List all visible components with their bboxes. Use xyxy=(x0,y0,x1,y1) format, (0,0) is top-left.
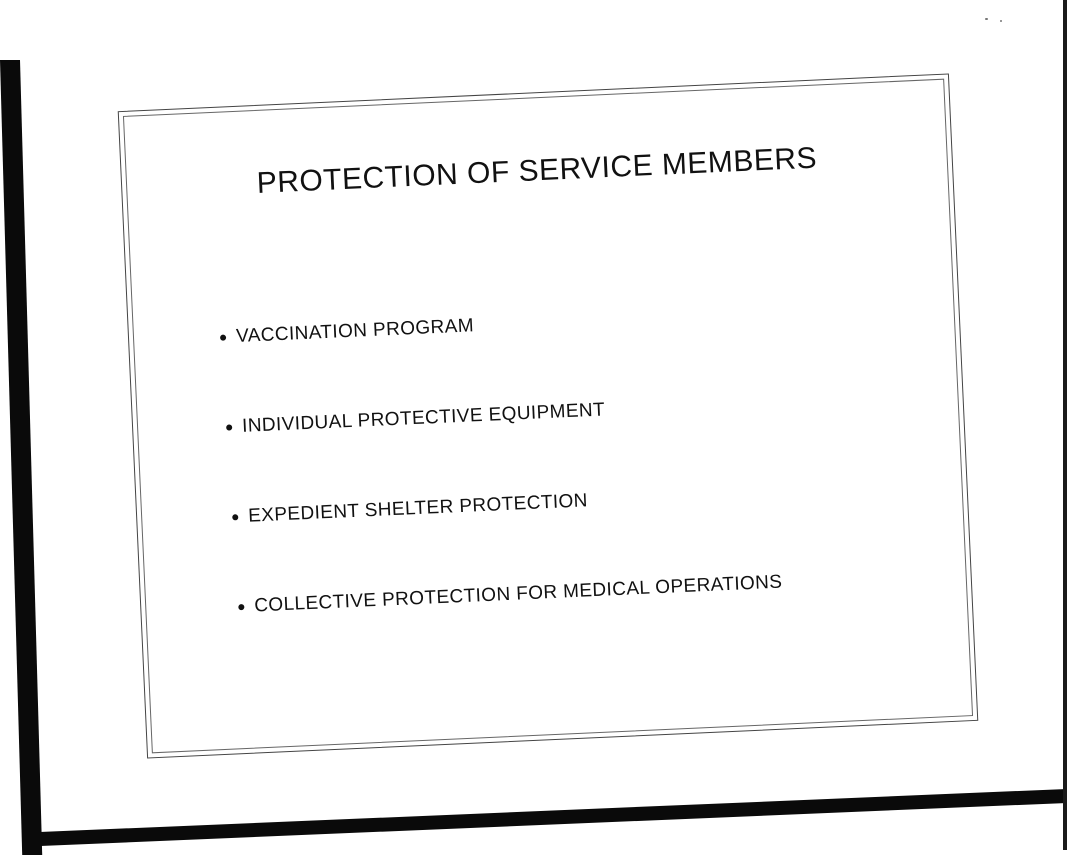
scan-edge-right xyxy=(1063,0,1067,850)
scan-speck xyxy=(985,18,988,20)
bullet-dot-icon xyxy=(220,335,226,341)
scan-edge-bottom xyxy=(40,788,1067,846)
scan-edge-left xyxy=(0,60,42,855)
bullet-text: EXPEDIENT SHELTER PROTECTION xyxy=(247,490,589,527)
bullet-dot-icon xyxy=(232,514,238,520)
slide-title: PROTECTION OF SERVICE MEMBERS xyxy=(256,141,818,200)
bullet-text: COLLECTIVE PROTECTION FOR MEDICAL OPERATIONS xyxy=(253,571,783,617)
bullet-list xyxy=(218,268,784,653)
slide xyxy=(118,73,979,758)
bullet-text: INDIVIDUAL PROTECTIVE EQUIPMENT xyxy=(241,399,606,437)
bullet-text: VACCINATION PROGRAM xyxy=(235,315,475,348)
scan-speck xyxy=(1000,20,1002,22)
bullet-dot-icon xyxy=(226,424,232,430)
bullet-dot-icon xyxy=(238,604,244,610)
slide-content xyxy=(118,73,979,758)
